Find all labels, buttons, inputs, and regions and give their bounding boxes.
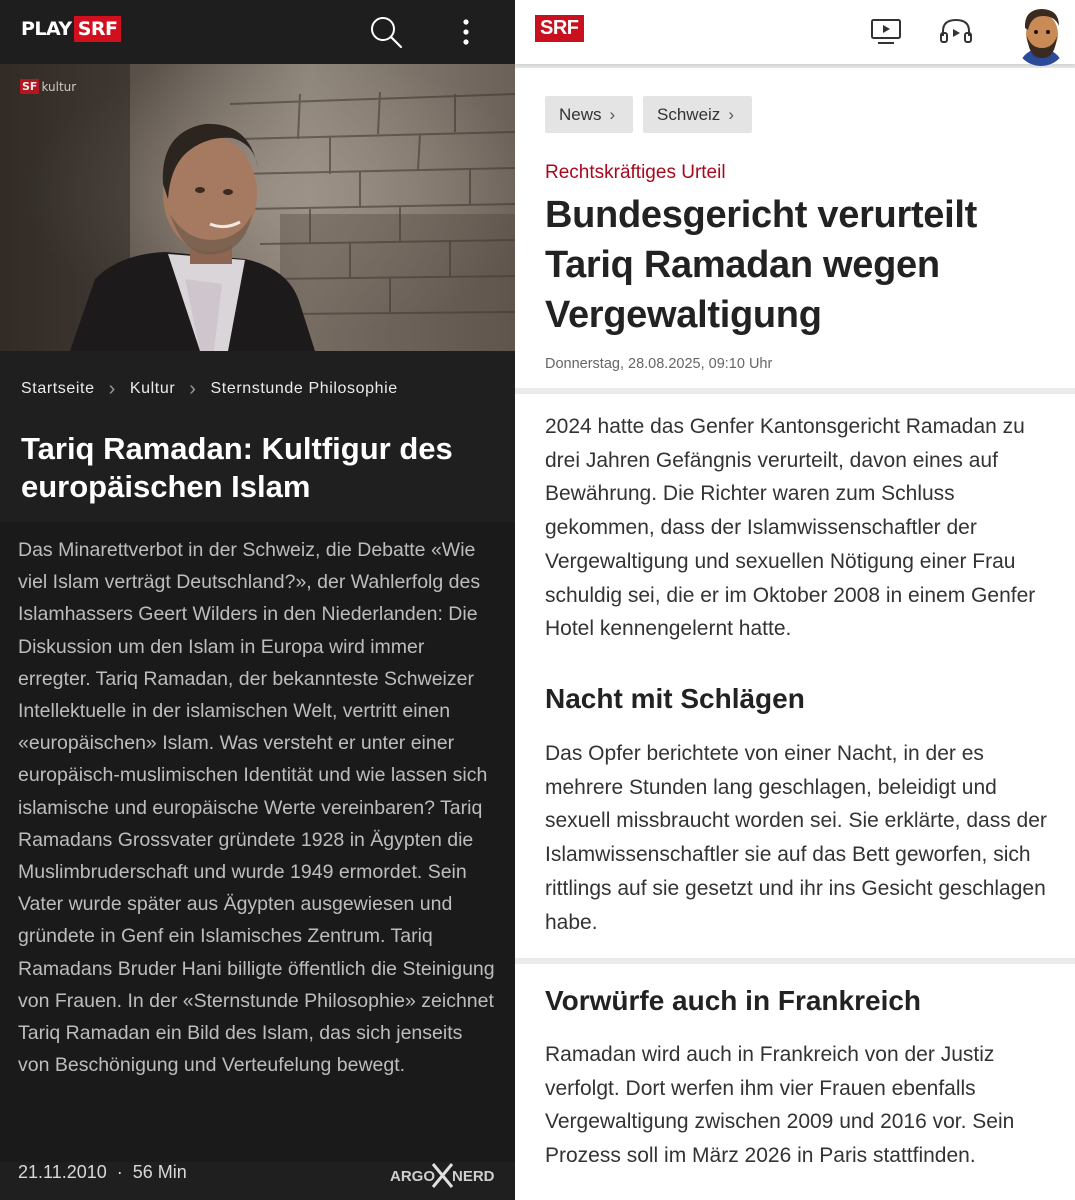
section-text-1: Das Opfer berichtete von einer Nacht, in der es mehrere Stunden lang geschlagen, beleidigt und sexuell missbraucht worden sei. Sie erklärte, dass der Islamwissenschaftler sie auf das Bett geworfen, sich rittlings auf sie gesetzt und ihr ins Gesicht geschlagen habe. [545,742,1047,934]
breadcrumb-startseite[interactable]: Startseite [21,380,95,397]
breadcrumb [21,380,398,398]
search-icon[interactable] [368,14,404,50]
more-vertical-icon[interactable] [455,14,477,50]
avatar[interactable] [1015,4,1067,66]
chevron-right-icon: › [728,104,734,124]
news-topbar [515,0,1075,64]
article-kicker: Rechtskräftiges Urteil [545,162,726,183]
chevron-right-icon: › [609,104,616,124]
chip-schweiz-label: Schweiz [657,104,721,124]
channel-logo-name: kultur [41,79,77,94]
episode-title: Tariq Ramadan: Kultfigur des europäischen Islam [21,431,453,504]
meta-separator: · [116,1162,123,1182]
chip-news-label: News [559,104,602,124]
play-srf-panel [0,0,515,1200]
article-title: Bundesgericht verurteilt Tariq Ramadan wegen Vergewaltigung [545,194,978,336]
channel-logo-sf: SF [22,80,38,93]
episode-date: 21.11.2010 [18,1162,107,1182]
video-icon[interactable] [870,16,902,46]
episode-meta [18,1162,187,1183]
play-srf-logo[interactable] [21,16,121,42]
stone-wall-backdrop [0,64,515,351]
chip-news[interactable] [545,96,633,133]
breadcrumb-kultur[interactable]: Kultur [129,380,176,397]
svg-text:ARGO: ARGO [390,1168,435,1185]
argo-nerd-watermark [390,1160,498,1190]
chevron-right-icon: › [189,378,197,400]
logo-srf-text: SRF [74,16,122,42]
section-heading-2: Vorwürfe auch in Frankreich [545,985,922,1016]
breadcrumb-sternstunde[interactable]: Sternstunde Philosophie [210,380,398,397]
video-thumbnail[interactable] [0,64,515,351]
channel-logo [20,79,76,94]
section-text-2: Ramadan wird auch in Frankreich von der Justiz verfolgt. Dort werfen ihm vier Frauen ebenfalls Vergewaltigung zwischen 2009 und 2016 vor. Sein Prozess soll im März 2026 in Paris stattfinden. [545,1043,1015,1168]
logo-play-text: PLAY [21,18,72,40]
chip-schweiz[interactable] [643,96,752,133]
episode-description: Das Minarettverbot in der Schweiz, die Debatte «Wie viel Islam verträgt Deutschland?», der Wahlerfolg des Islamhassers Geert Wilders in den Niederlanden: Die Diskussion um den Islam in Europa wird immer erregter. Tariq Ramadan, der bekannteste Schweizer Intellektuelle in der islamischen Welt, vertritt einen «europäischen» Islam. Was versteht er unter einer europäisch-muslimischen Identität und wie lassen sich islamische und europäische Werte vereinbaren? Tariq Ramadans Grossvater gründete 1928 in Ägypten die Muslimbruderschaft und wurde 1949 ermordet. Sein Vater wurde später aus Ägypten ausgewiesen und gründete in Genf ein Islamisches Zentrum. Tariq Ramadans Bruder Hani billigte öffentlich die Steinigung von Frauen. In der «Sternstunde Philosophie» zeichnet Tariq Ramadan ein Bild des Islam, das sich jenseits von Beschönigung und Verteufelung bewegt. [18,539,495,1077]
article-lead: 2024 hatte das Genfer Kantonsgericht Ramadan zu drei Jahren Gefängnis verurteilt, davon eines auf Bewährung. Die Richter waren zum Schluss gekommen, dass der Islamwissenschaftler der Vergewaltigung und sexuellen Nötigung einer Frau schuldig sei, die er im Oktober 2008 in einem Genfer Hotel kennengelernt hatte. [545,415,1036,641]
chevron-right-icon: › [108,378,116,400]
episode-duration: 56 Min [132,1162,187,1182]
srf-news-panel [515,0,1075,1200]
audio-icon[interactable] [939,16,973,46]
article-date: Donnerstag, 28.08.2025, 09:10 Uhr [545,356,773,372]
play-topbar [0,0,515,64]
section-heading-1: Nacht mit Schlägen [545,683,805,714]
srf-logo[interactable]: SRF [535,15,584,42]
svg-text:NERD: NERD [452,1168,495,1185]
